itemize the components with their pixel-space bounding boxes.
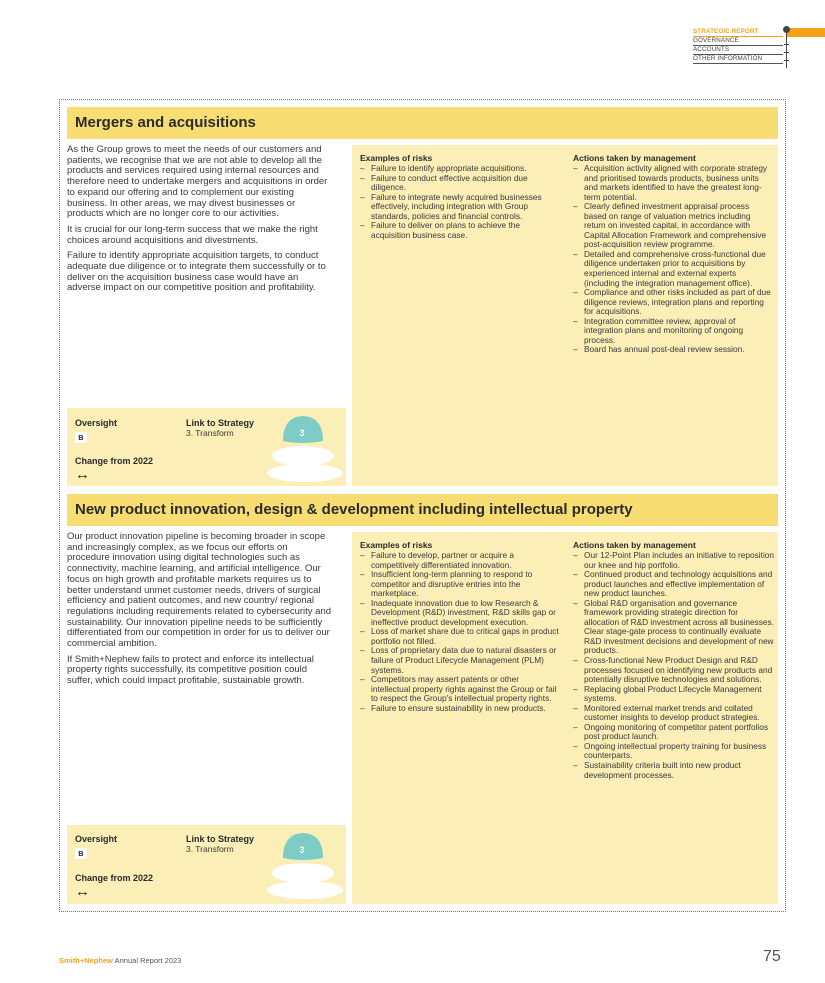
strategy-stones-icon — [265, 828, 345, 900]
oversight-panel-mergers — [67, 408, 346, 486]
action-item: – Detailed and comprehensive cross-functional due diligence undertaken prior to acquisitions by experienced internal and external experts (including the integration management office). — [573, 250, 773, 288]
action-item: – Ongoing monitoring of competitor patent portfolios post product launch. — [573, 723, 775, 742]
nav-governance[interactable]: GOVERNANCE — [693, 37, 783, 46]
link-strategy-value: 3. Transform — [186, 844, 234, 854]
risks-heading: Examples of risks — [360, 540, 433, 550]
section-title-mergers: Mergers and acquisitions — [67, 107, 778, 139]
nav-accounts[interactable]: ACCOUNTS — [693, 46, 783, 55]
nav-tick — [784, 60, 789, 61]
nav-line — [786, 28, 787, 68]
oversight-label: Oversight — [75, 418, 118, 428]
no-change-arrow-icon: ↔ — [75, 466, 90, 483]
link-strategy-label: Link to Strategy — [186, 834, 255, 844]
section-title-innovation: New product innovation, design & development including intellectual property — [67, 494, 778, 526]
action-item: – Integration committee review, approval of integration plans and monitoring of ongoing process. — [573, 317, 773, 346]
risks-actions-panel-mergers — [352, 145, 778, 486]
oversight-panel-innovation — [67, 825, 346, 904]
link-strategy-value: 3. Transform — [186, 428, 234, 438]
action-item: – Replacing global Product Lifecycle Management systems. — [573, 685, 775, 704]
page-number: 75 — [763, 948, 781, 965]
intro-innovation — [67, 532, 332, 692]
intro-paragraph: As the Group grows to meet the needs of our customers and patients, we recognise that we are not able to develop all the products and services required using internal resources and therefore need to undertake mergers and acquisitions in order to expand our offering and to complement our existing business. In other areas, we may divest businesses or products which are no longer core to our activities. — [67, 144, 328, 220]
oversight-label: Oversight — [75, 834, 118, 844]
nav-dot — [783, 26, 790, 33]
risk-item: – Insufficient long-term planning to respond to competitor and disruptive entries into the marketplace. — [360, 570, 560, 599]
change-label: Change from 2022 — [75, 456, 154, 466]
action-item: – Cross-functional New Product Design and R&D processes focused on identifying new products and potentially disruptive technologies and solutions. — [573, 656, 775, 685]
action-item: – Clearly defined investment appraisal process based on range of valuation metrics including return on invested capital, in accordance with Capital Allocation Framework and comprehensive post-acquisition review programme. — [573, 202, 773, 250]
nav-active-marker — [786, 28, 825, 37]
nav-other-information[interactable]: OTHER INFORMATION — [693, 55, 783, 64]
oversight-badge: B — [75, 848, 87, 859]
actions-heading: Actions taken by management — [573, 153, 696, 163]
risks-column — [360, 540, 560, 713]
risk-item: – Failure to conduct effective acquisition due diligence. — [360, 174, 560, 193]
action-item: – Acquisition activity aligned with corporate strategy and prioritised towards products, business units and markets identified to have the greatest long-term potential. — [573, 164, 773, 202]
risk-item: – Failure to identify appropriate acquisitions. — [360, 164, 560, 174]
action-item: – Board has annual post-deal review session. — [573, 345, 773, 355]
section-nav — [693, 28, 783, 64]
nav-strategic-report[interactable]: STRATEGIC REPORT — [693, 28, 783, 37]
risk-item: – Failure to develop, partner or acquire a competitively differentiated innovation. — [360, 551, 560, 570]
intro-paragraph: Our product innovation pipeline is becoming broader in scope and increasingly complex, as we focus our efforts on procedure innovation using digital technologies such as connectivity, machine learning, and artificial intelligence. Our focus on high growth and profitable markets requires us to better understand unmet customer needs, drivers of surgical efficiency and patient outcomes, and new country/ regional regulations including requirements related to cybersecurity and sustainability. Our innovation pipeline needs to be sufficiently differentiated from our competition in order for us to deliver our commercial ambition. — [67, 531, 332, 650]
oversight-badge: B — [75, 432, 87, 443]
risks-heading: Examples of risks — [360, 153, 433, 163]
action-item: – Sustainability criteria built into new product development processes. — [573, 761, 775, 780]
action-item: – Our 12-Point Plan includes an initiative to reposition our knee and hip portfolio. — [573, 551, 775, 570]
actions-column — [573, 153, 773, 355]
risks-actions-panel-innovation — [352, 532, 778, 904]
footer-report: Annual Report 2023 — [112, 956, 182, 965]
action-item: – Global R&D organisation and governance framework providing strategic direction for allocation of R&D investment across all businesses. Clear stage-gate process to continually evaluate R&D investment decisions and development of new products. — [573, 599, 775, 656]
strategy-number: 3 — [299, 845, 305, 855]
risk-item: – Failure to ensure sustainability in new products. — [360, 704, 560, 714]
risks-column — [360, 153, 560, 240]
footer-brand: Smith+Nephew — [59, 956, 113, 965]
action-item: – Continued product and technology acquisitions and product launches and effective implementation of new product launches. — [573, 570, 775, 599]
risk-item: – Inadequate innovation due to low Research & Development (R&D) investment, R&D skills gap or ineffective product development execution. — [360, 599, 560, 628]
intro-paragraph: Failure to identify appropriate acquisition targets, to conduct adequate due diligence or to integrate them successfully or to deliver on the acquisition business case would have an adverse impact on our competitive position and profitability. — [67, 250, 326, 294]
risk-item: – Loss of market share due to critical gaps in product portfolio not filled. — [360, 627, 560, 646]
change-label: Change from 2022 — [75, 873, 154, 883]
action-item: – Ongoing intellectual property training for business counterparts. — [573, 742, 775, 761]
footer-report-title — [59, 956, 181, 965]
risk-item: – Loss of proprietary data due to natural disasters or failure of Product Lifecycle Management (PLM) systems. — [360, 646, 560, 675]
risk-item: – Failure to deliver on plans to achieve the acquisition business case. — [360, 221, 560, 240]
link-strategy-label: Link to Strategy — [186, 418, 255, 428]
no-change-arrow-icon: ↔ — [75, 883, 90, 900]
strategy-number: 3 — [299, 428, 305, 438]
intro-paragraph: It is crucial for our long-term success that we make the right choices around acquisitions and divestments. — [67, 223, 318, 246]
actions-heading: Actions taken by management — [573, 540, 696, 550]
risk-item: – Failure to integrate newly acquired businesses effectively, including integration with Group standards, policies and financial controls. — [360, 193, 560, 222]
nav-tick — [784, 44, 789, 45]
intro-mergers — [67, 145, 332, 299]
action-item: – Monitored external market trends and collated customer insights to develop product strategies. — [573, 704, 775, 723]
intro-paragraph: If Smith+Nephew fails to protect and enforce its intellectual property rights successfully, its competitive position could suffer, which could impact profitable, sustainable growth. — [67, 653, 314, 687]
risk-item: – Competitors may assert patents or other intellectual property rights against the Group or fail to respect the Group's intellectual property rights. — [360, 675, 560, 704]
actions-column — [573, 540, 775, 780]
nav-tick — [784, 52, 789, 53]
strategy-stones-icon — [265, 411, 345, 483]
action-item: – Compliance and other risks included as part of due diligence reviews, integration plans and reporting for acquisitions. — [573, 288, 773, 317]
